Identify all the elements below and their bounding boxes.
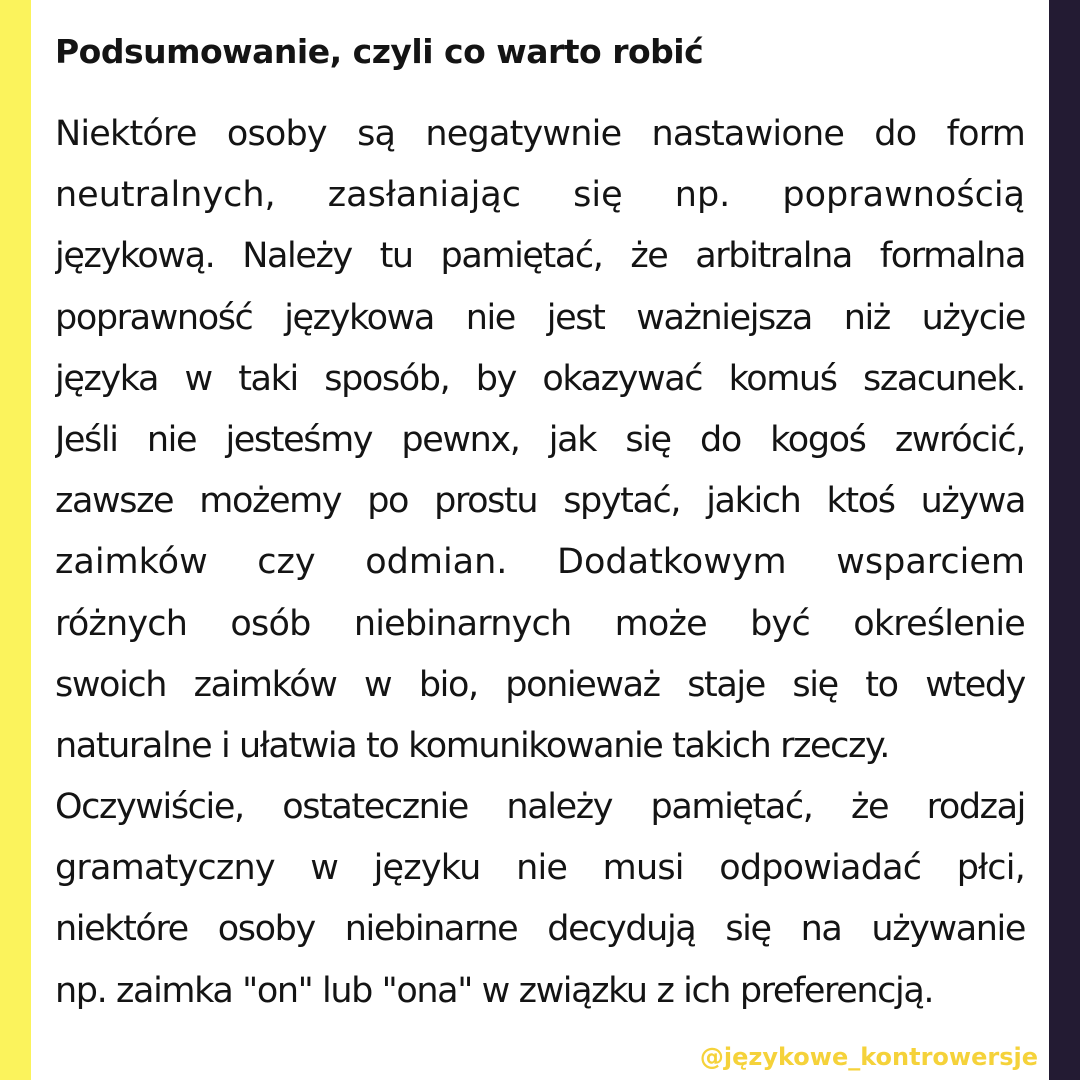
body-line: językową. Należy tu pamiętać, że arbitralna formalna <box>55 236 1025 277</box>
body-line: swoich zaimków w bio, ponieważ staje się to wtedy <box>55 664 1025 705</box>
body-line: Jeśli nie jesteśmy pewnx, jak się do kogoś zwrócić, <box>55 419 1025 460</box>
body-line: Niektóre osoby są negatywnie nastawione do form <box>55 114 1025 154</box>
body-line: zaimków czy odmian. Dodatkowym wsparciem <box>55 542 1025 583</box>
body-line: różnych osób niebinarnych może być określenie <box>55 603 1025 644</box>
body-line: zawsze możemy po prostu spytać, jakich ktoś używa <box>55 481 1025 522</box>
page-title: Podsumowanie, czyli co warto robić <box>55 32 704 71</box>
body-line: Oczywiście, ostatecznie należy pamiętać, że rodzaj <box>55 787 1025 828</box>
body-paragraph <box>55 104 1025 1022</box>
body-line: np. zaimka "on" lub "ona" w związku z ich preferencją. <box>55 970 934 1011</box>
body-line: niektóre osoby niebinarne decydują się na używanie <box>55 909 1025 950</box>
body-line: języka w taki sposób, by okazywać komuś szacunek. <box>55 358 1025 399</box>
body-line: gramatyczny w języku nie musi odpowiadać płci, <box>55 848 1025 889</box>
body-line: naturalne i ułatwia to komunikowanie takich rzeczy. <box>55 725 890 766</box>
right-accent-stripe <box>1049 0 1080 1080</box>
left-accent-stripe <box>0 0 31 1080</box>
author-handle: @językowe_kontrowersje <box>699 1043 1038 1071</box>
body-line: neutralnych, zasłaniając się np. poprawnością <box>55 175 1025 216</box>
body-line: poprawność językowa nie jest ważniejsza niż użycie <box>55 297 1025 338</box>
